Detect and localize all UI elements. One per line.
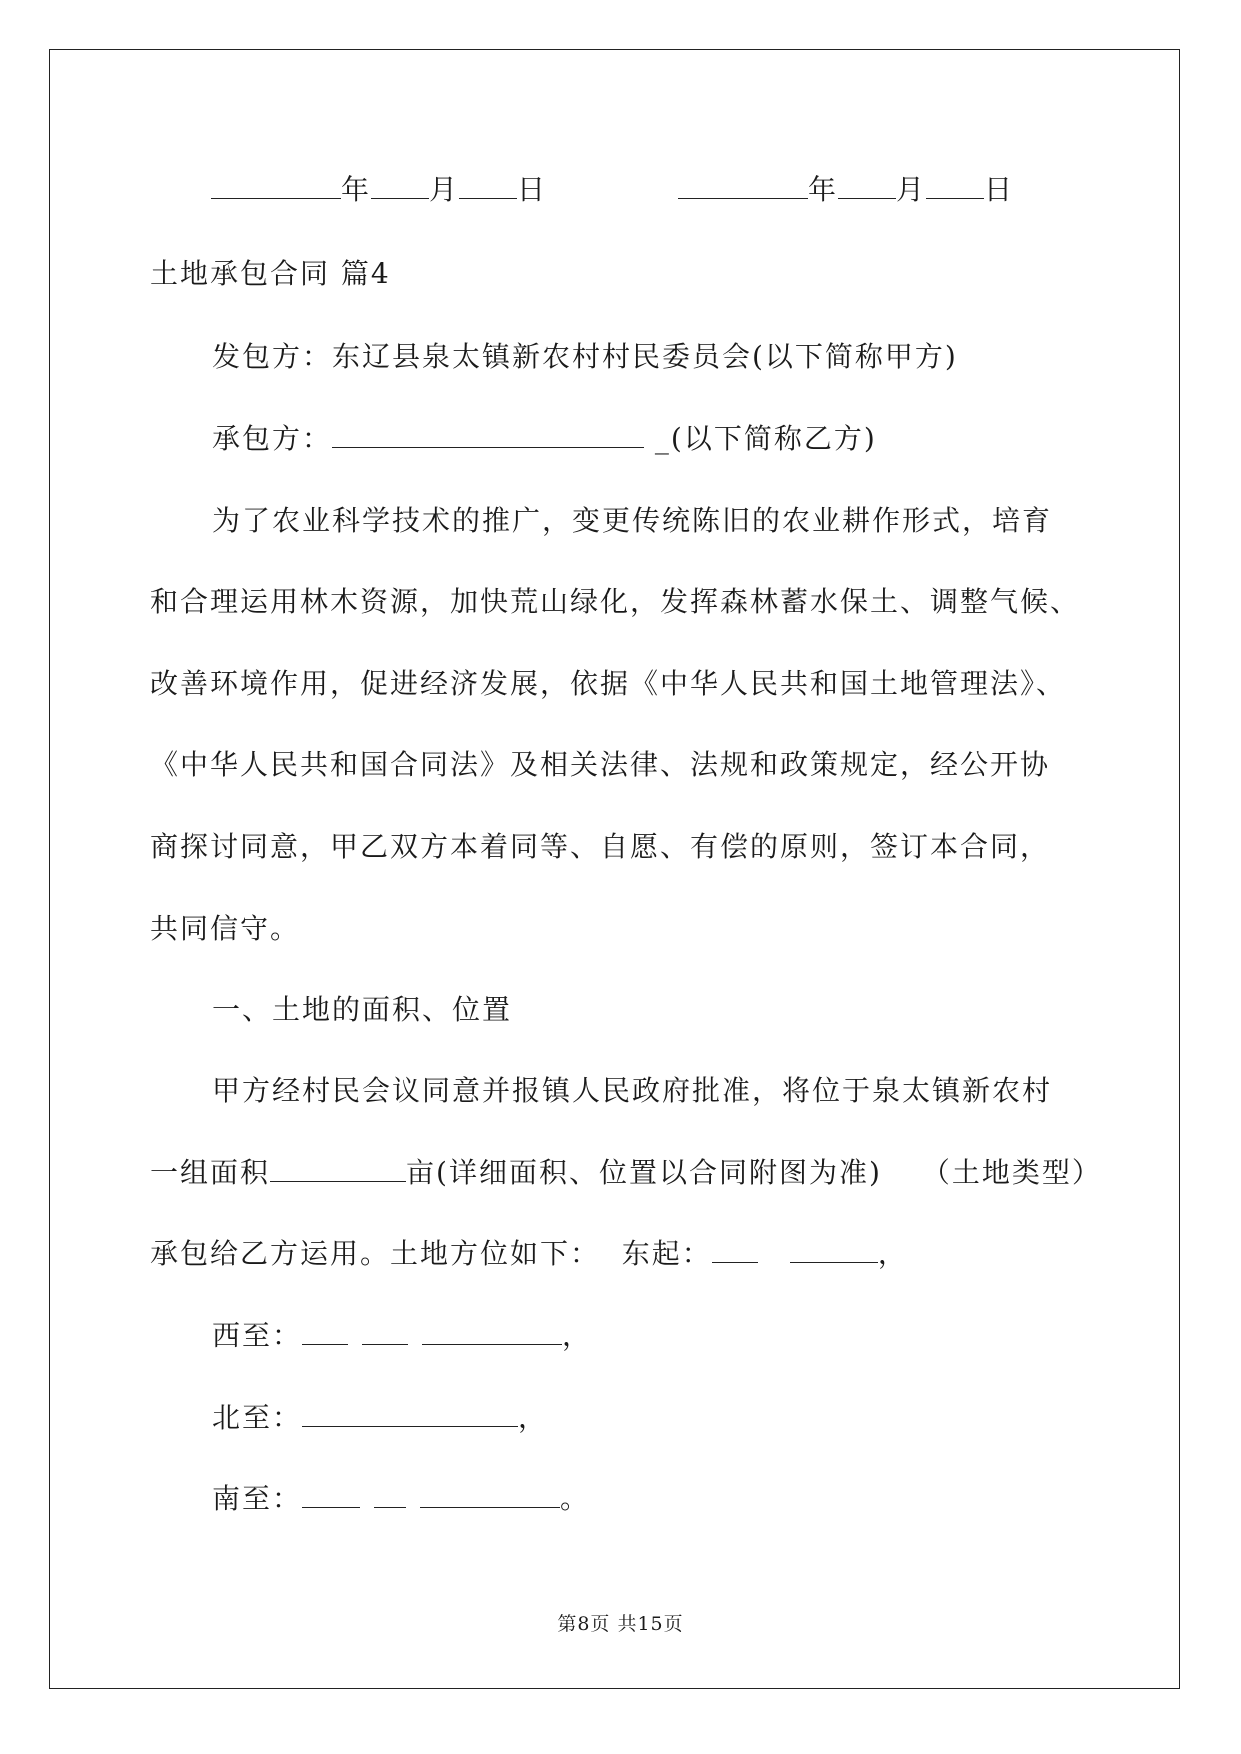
day-blank xyxy=(459,170,517,199)
east-blank xyxy=(712,1234,758,1263)
west-end: ， xyxy=(562,1319,593,1352)
day-blank xyxy=(926,170,984,199)
year-blank xyxy=(211,170,341,199)
south-end: 。 xyxy=(560,1482,591,1515)
north-end: ， xyxy=(518,1401,549,1434)
section-title: 土地承包合同 篇4 xyxy=(150,257,391,290)
west-blank xyxy=(362,1316,408,1345)
south-label: 南至： xyxy=(212,1482,303,1515)
year-blank xyxy=(678,170,808,199)
contractor-blank xyxy=(332,419,644,448)
year-label: 年 xyxy=(808,173,839,206)
west-blank xyxy=(302,1316,348,1345)
month-label: 月 xyxy=(429,173,460,206)
south-boundary-line xyxy=(212,1479,590,1519)
month-blank xyxy=(371,170,429,199)
page-border xyxy=(49,49,1180,1689)
preamble-line: 共同信守。 xyxy=(150,912,301,945)
preamble-line: 改善环境作用，促进经济发展，依据《中华人民共和国土地管理法》、 xyxy=(150,667,1067,700)
preamble-line: 为了农业科学技术的推广，变更传统陈旧的农业耕作形式，培育 xyxy=(212,504,1053,537)
north-label: 北至： xyxy=(212,1401,303,1434)
south-blank xyxy=(420,1479,560,1508)
preamble-line: 商探讨同意，甲乙双方本着同等、自愿、有偿的原则，签订本合同， xyxy=(150,830,1051,863)
clause-location-line xyxy=(150,1234,908,1274)
contractor-suffix: _(以下简称乙方) xyxy=(654,422,877,455)
east-blank xyxy=(790,1234,878,1263)
land-type-label: （土地类型） xyxy=(921,1156,1102,1189)
north-boundary-line xyxy=(212,1398,548,1438)
west-blank xyxy=(422,1316,562,1345)
employer-line: 发包方：东辽县泉太镇新农村村民委员会(以下简称甲方) xyxy=(212,340,958,373)
clause-heading: 一、土地的面积、位置 xyxy=(212,993,513,1026)
preamble-line: 《中华人民共和国合同法》及相关法律、法规和政策规定，经公开协 xyxy=(150,748,1051,781)
clause-line: 甲方经村民会议同意并报镇人民政府批准，将位于泉太镇新农村 xyxy=(212,1074,1053,1107)
signature-date-right xyxy=(678,170,1014,210)
month-blank xyxy=(838,170,896,199)
area-prefix: 一组面积 xyxy=(150,1156,271,1189)
east-label: 承包给乙方运用。土地方位如下： 东起： xyxy=(150,1237,712,1270)
west-boundary-line xyxy=(212,1316,592,1356)
west-label: 西至： xyxy=(212,1319,303,1352)
preamble-line: 和合理运用林木资源，加快荒山绿化，发挥森林蓄水保土、调整气候、 xyxy=(150,585,1081,618)
page-number: 第8页 共15页 xyxy=(557,1613,684,1635)
contractor-line xyxy=(212,419,877,459)
day-label: 日 xyxy=(984,173,1015,206)
area-blank xyxy=(270,1153,406,1182)
year-label: 年 xyxy=(341,173,372,206)
clause-area-line xyxy=(150,1153,1102,1193)
area-suffix: 亩(详细面积、位置以合同附图为准) xyxy=(406,1156,882,1189)
month-label: 月 xyxy=(896,173,927,206)
south-blank xyxy=(302,1479,360,1508)
east-end: ， xyxy=(877,1237,908,1270)
signature-date-left xyxy=(211,170,547,210)
south-blank xyxy=(374,1479,406,1508)
contractor-label: 承包方： xyxy=(212,422,333,455)
day-label: 日 xyxy=(517,173,548,206)
north-blank xyxy=(302,1398,518,1427)
